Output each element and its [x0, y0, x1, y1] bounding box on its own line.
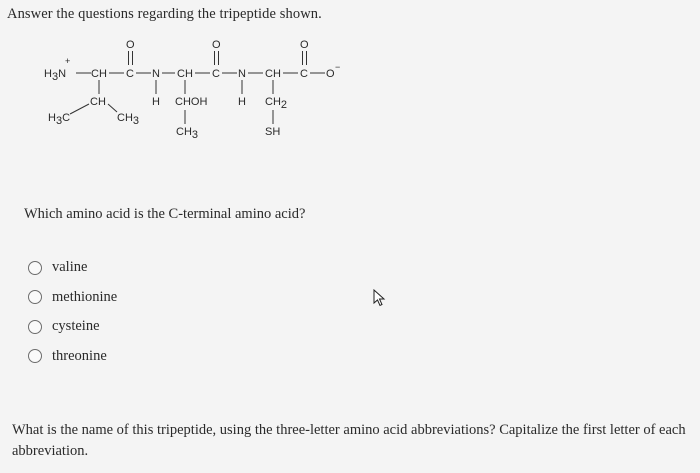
carboxyl-carbon: C: [300, 68, 308, 80]
carboxylate-charge: −: [335, 62, 341, 72]
methyl-left: H3C: [48, 112, 71, 127]
carboxylate-oxygen: O: [326, 68, 335, 80]
radio-button[interactable]: [28, 290, 42, 304]
radio-button[interactable]: [28, 261, 42, 275]
amine-label: H3N: [44, 68, 67, 83]
side-chain-methyl: CH3: [176, 126, 199, 141]
residue-2-side-chain: [175, 80, 207, 141]
option-cysteine[interactable]: [28, 312, 117, 342]
carbonyl-oxygen-1: O: [126, 39, 135, 51]
question-2-text: What is the name of this tripeptide, using the three-letter amino acid abbreviations? Capitalize the first letter of each abbreviation.: [12, 422, 686, 459]
answer-options: [28, 253, 117, 371]
carbonyl-oxygen-2: O: [212, 39, 221, 51]
amide-nitrogen-1: N: [152, 68, 160, 80]
carbonyl-carbon-2: C: [212, 68, 220, 80]
residue-1-side-chain: [48, 80, 139, 127]
side-chain-ch: CH: [90, 96, 106, 108]
amide-hydrogen-1: H: [152, 96, 160, 108]
radio-button[interactable]: [28, 349, 42, 363]
prompt-text: Answer the questions regarding the tripeptide shown.: [7, 6, 322, 22]
mouse-pointer-icon: [372, 289, 388, 307]
amide-hydrogen-2: H: [238, 96, 246, 108]
option-valine[interactable]: [28, 253, 117, 283]
carbonyl-carbon-1: C: [126, 68, 134, 80]
side-chain-chohr: CHOH: [175, 96, 208, 108]
methyl-right: CH3: [117, 112, 140, 127]
option-label: cysteine: [52, 318, 100, 335]
option-methionine[interactable]: [28, 283, 117, 313]
backbone: [44, 39, 340, 83]
question-1-text: Which amino acid is the C-terminal amino acid?: [24, 206, 306, 222]
alpha-carbon-2: CH: [177, 68, 193, 80]
option-threonine[interactable]: [28, 342, 117, 372]
side-chain-thiol: SH: [265, 126, 281, 138]
alpha-carbon-1: CH: [91, 68, 107, 80]
option-label: valine: [52, 259, 88, 276]
carboxyl-oxygen: O: [300, 39, 309, 51]
alpha-carbon-3: CH: [265, 68, 281, 80]
side-chain-ch2: CH2: [265, 96, 288, 111]
amide-nitrogen-2: N: [238, 68, 246, 80]
option-label: threonine: [52, 347, 107, 364]
residue-3-side-chain: [265, 80, 287, 138]
radio-button[interactable]: [28, 320, 42, 334]
tripeptide-structure: [0, 28, 400, 168]
option-label: methionine: [52, 288, 118, 305]
amine-charge: +: [65, 56, 71, 66]
